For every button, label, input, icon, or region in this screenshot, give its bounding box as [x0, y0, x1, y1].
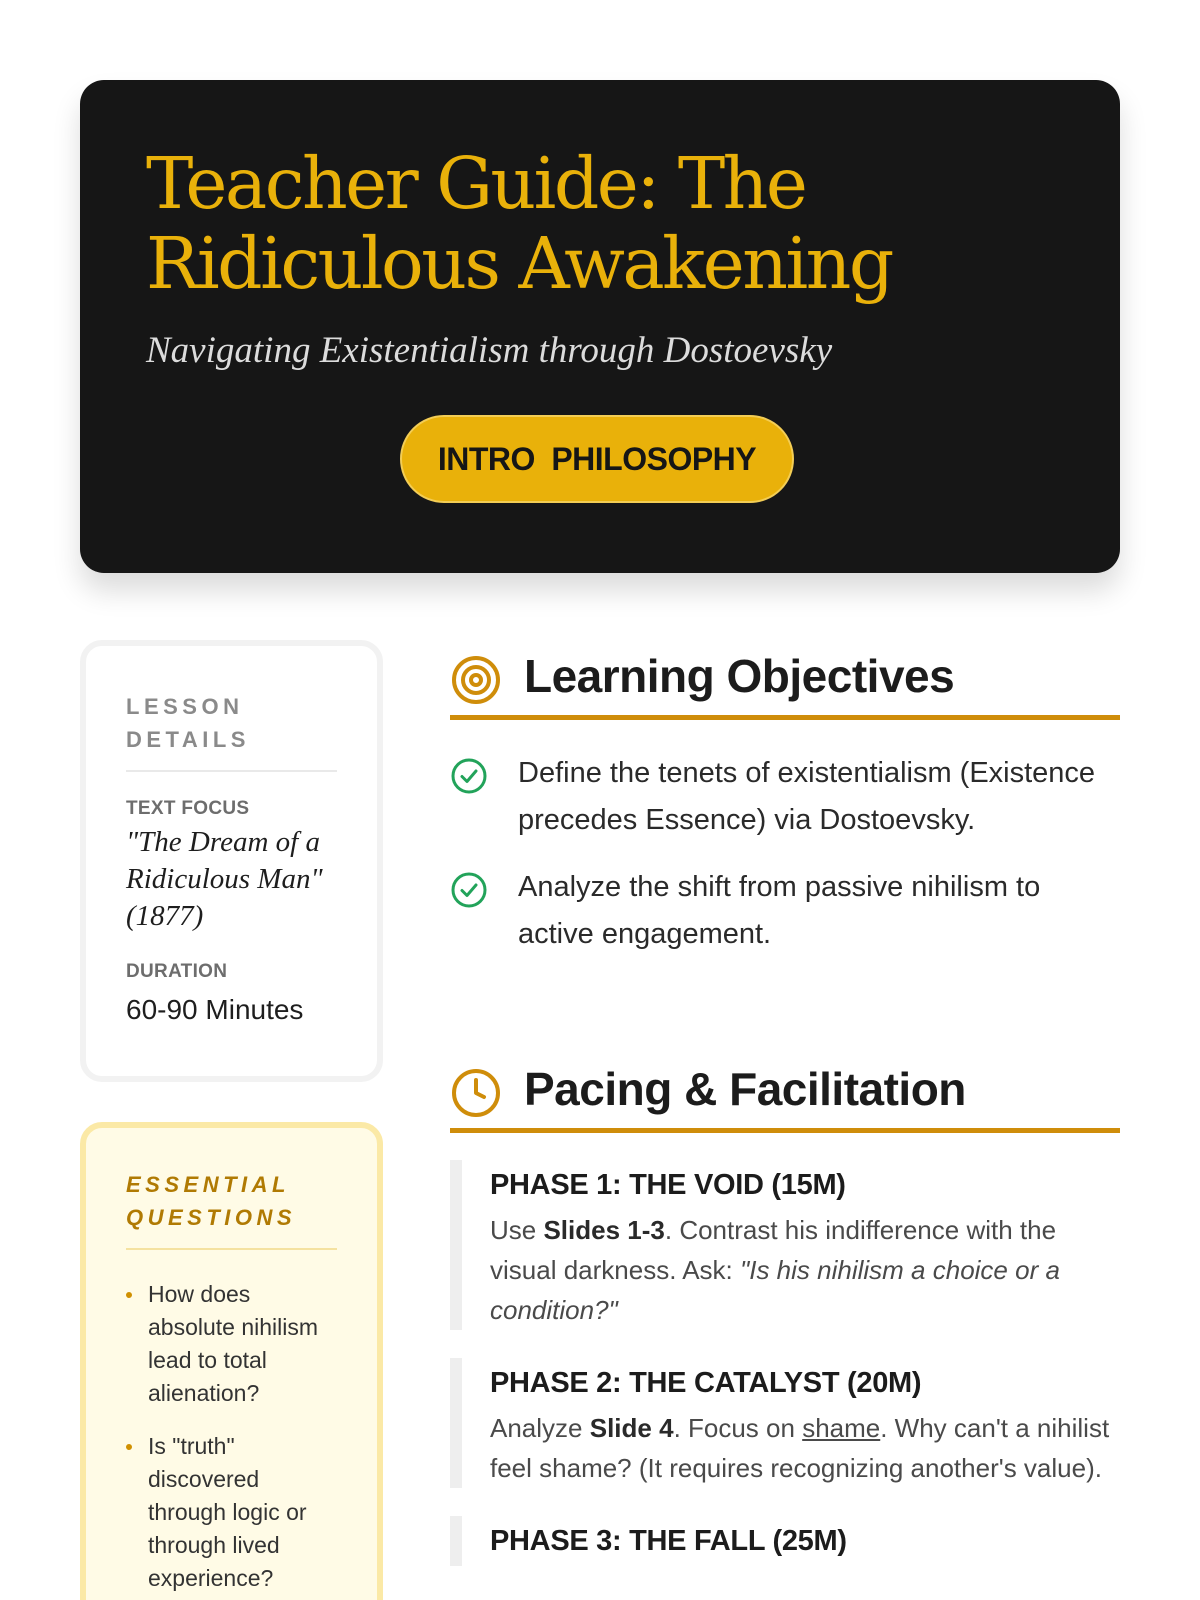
phase-block — [450, 1358, 1120, 1488]
essential-questions-card — [80, 1122, 383, 1600]
phase-emphasis: shame — [802, 1413, 881, 1443]
list-item — [126, 1430, 337, 1595]
bullet-icon — [126, 1292, 132, 1298]
essential-questions-list — [126, 1278, 337, 1595]
clock-icon — [450, 1067, 502, 1119]
question-text: Is "truth" discovered through logic or through lived experience? — [148, 1433, 307, 1591]
phase-slide-ref: Slide 4 — [589, 1413, 674, 1443]
hero-banner — [80, 80, 1120, 573]
duration-value: 60-90 Minutes — [126, 994, 304, 1025]
text-focus-value: "The Dream of a Ridiculous Man" (1877) — [126, 826, 323, 932]
phase-text: . Contrast his indifference with the visual darkness. Ask: — [490, 1215, 1057, 1285]
check-circle-icon — [450, 871, 488, 909]
bullet-icon — [126, 1444, 132, 1450]
question-text: How does absolute nihilism lead to total alienation? — [148, 1281, 319, 1406]
phase-title: PHASE 1: THE VOID (15M) — [490, 1169, 846, 1201]
objectives-list — [450, 750, 1120, 978]
phase-question: "Is his nihilism a choice or a condition?" — [490, 1255, 1060, 1325]
objective-text: Analyze the shift from passive nihilism to active engagement. — [518, 871, 1041, 950]
phase-text: . Why can't a nihilist feel shame? (It requires recognizing another's value). — [490, 1413, 1110, 1483]
page-title: Teacher Guide: The Ridiculous Awakening — [146, 142, 892, 305]
phase-slide-ref: Slides 1-3 — [543, 1215, 665, 1245]
list-item — [126, 1278, 337, 1410]
course-badge: INTRO PHILOSOPHY — [400, 415, 794, 503]
objective-text: Define the tenets of existentialism (Existence precedes Essence) via Dostoevsky. — [518, 757, 1096, 836]
phase-block — [450, 1160, 1120, 1330]
list-item — [450, 750, 1120, 844]
text-focus-label: TEXT FOCUS — [126, 798, 250, 819]
pacing-header — [450, 1053, 1120, 1133]
phase-text: Analyze — [490, 1413, 590, 1443]
phase-description — [490, 1408, 1120, 1488]
pacing-title: Pacing & Facilitation — [524, 1063, 966, 1115]
phases-list — [450, 1160, 1120, 1594]
page-subtitle: Navigating Existentialism through Dostoevsky — [146, 330, 833, 371]
learning-objectives-title: Learning Objectives — [524, 650, 955, 702]
phase-block — [450, 1516, 1120, 1566]
check-circle-icon — [450, 757, 488, 795]
phase-description — [490, 1210, 1120, 1330]
lesson-details-heading: LESSON DETAILS — [126, 690, 337, 772]
learning-objectives-header — [450, 640, 1120, 720]
lesson-details-card — [80, 640, 383, 1082]
target-icon — [450, 654, 502, 706]
phase-text: Use — [490, 1215, 544, 1245]
essential-questions-heading: ESSENTIAL QUESTIONS — [126, 1168, 337, 1250]
phase-title: PHASE 3: THE FALL (25M) — [490, 1525, 847, 1557]
phase-title: PHASE 2: THE CATALYST (20M) — [490, 1367, 922, 1399]
duration-label: DURATION — [126, 961, 228, 982]
list-item — [450, 864, 1120, 958]
phase-text: . Focus on — [673, 1413, 803, 1443]
